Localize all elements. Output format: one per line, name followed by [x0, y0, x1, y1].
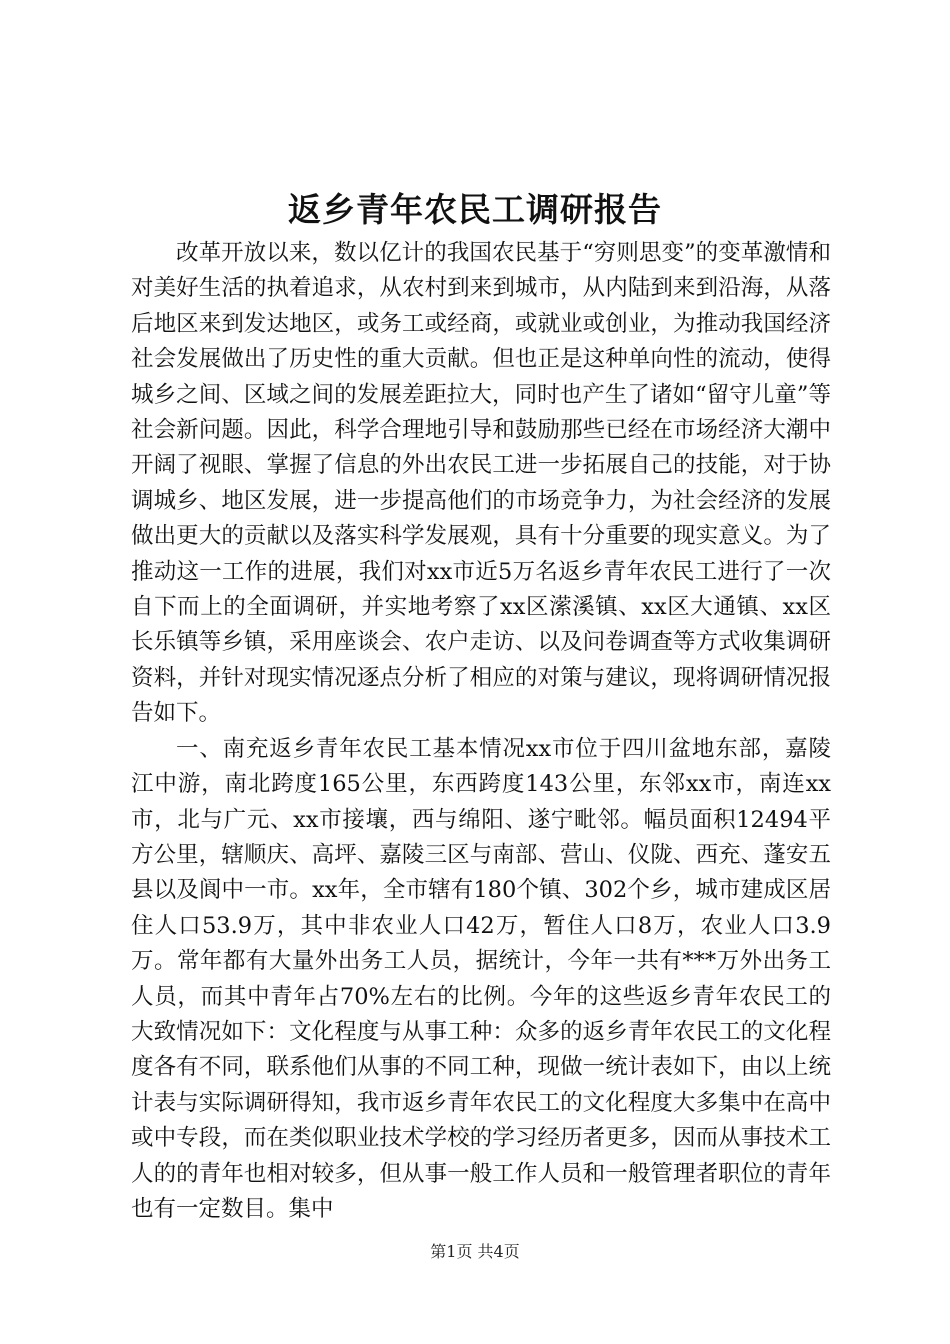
page-footer: 第1页 共4页: [430, 1242, 520, 1261]
document-body: [131, 236, 831, 1227]
document-title: 返乡青年农民工调研报告: [288, 190, 662, 229]
paragraph-section-one: 一、南充返乡青年农民工基本情况xx市位于四川盆地东部，嘉陵江中游，南北跨度165公里，东西跨度143公里，东邻xx市，南连xx市，北与广元、xx市接壤，西与绵阳、遂宁毗邻。幅员面积12494平方公里，辖顺庆、高坪、嘉陵三区与南部、营山、仪陇、西充、蓬安五县以及阆中一市。xx年，全市辖有180个镇、302个乡，城市建成区居住人口53.9万，其中非农业人口42万，暂住人口8万，农业人口3.9万。常年都有大量外出务工人员，据统计，今年一共有***万外出务工人员，而其中青年占70%左右的比例。今年的这些返乡青年农民工的大致情况如下：文化程度与从事工种：众多的返乡青年农民工的文化程度各有不同，联系他们从事的不同工种，现做一统计表如下，由以上统计表与实际调研得知，我市返乡青年农民工的文化程度大多集中在高中或中专段，而在类似职业技术学校的学习经历者更多，因而从事技术工人的的青年也相对较多，但从事一般工作人员和一般管理者职位的青年也有一定数目。集中: [131, 735, 831, 1222]
paragraph-intro: 改革开放以来，数以亿计的我国农民基于“穷则思变”的变革激情和对美好生活的执着追求，从农村到来到城市，从内陆到来到沿海，从落后地区来到发达地区，或务工或经商，或就业或创业，为推动我国经济社会发展做出了历史性的重大贡献。但也正是这种单向性的流动，使得城乡之间、区域之间的发展差距拉大，同时也产生了诸如“留守儿童”等社会新问题。因此，科学合理地引导和鼓励那些已经在市场经济大潮中开阔了视眼、掌握了信息的外出农民工进一步拓展自己的技能，对于协调城乡、地区发展，进一步提高他们的市场竞争力，为社会经济的发展做出更大的贡献以及落实科学发展观，具有十分重要的现实意义。为了推动这一工作的进展，我们对xx市近5万名返乡青年农民工进行了一次自下而上的全面调研，并实地考察了xx区潆溪镇、xx区大通镇、xx区长乐镇等乡镇，采用座谈会、农户走访、以及问卷调查等方式收集调研资料，并针对现实情况逐点分析了相应的对策与建议，现将调研情况报告如下。: [131, 240, 831, 727]
